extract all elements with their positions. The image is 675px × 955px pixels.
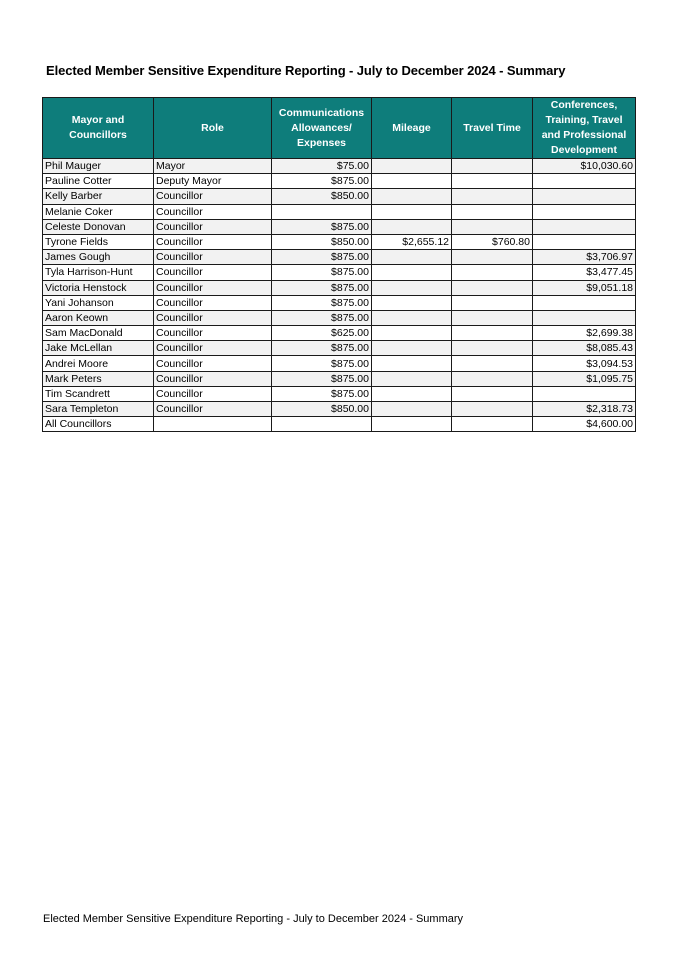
cell-role: Councillor bbox=[154, 371, 272, 386]
page-title: Elected Member Sensitive Expenditure Reporting - July to December 2024 - Summary bbox=[46, 63, 566, 78]
cell-communications: $875.00 bbox=[272, 280, 372, 295]
table-row bbox=[43, 417, 636, 432]
cell-communications: $875.00 bbox=[272, 174, 372, 189]
cell-travel-time bbox=[452, 280, 533, 295]
cell-role: Councillor bbox=[154, 326, 272, 341]
cell-role: Councillor bbox=[154, 295, 272, 310]
cell-mileage bbox=[372, 174, 452, 189]
cell-communications: $875.00 bbox=[272, 265, 372, 280]
cell-role: Councillor bbox=[154, 250, 272, 265]
cell-travel-time bbox=[452, 219, 533, 234]
table-row bbox=[43, 310, 636, 325]
cell-name: Andrei Moore bbox=[43, 356, 154, 371]
cell-mileage bbox=[372, 326, 452, 341]
cell-communications: $850.00 bbox=[272, 234, 372, 249]
cell-role: Councillor bbox=[154, 280, 272, 295]
cell-conferences: $8,085.43 bbox=[533, 341, 636, 356]
cell-mileage bbox=[372, 265, 452, 280]
cell-name: Melanie Coker bbox=[43, 204, 154, 219]
cell-communications: $850.00 bbox=[272, 402, 372, 417]
cell-conferences: $10,030.60 bbox=[533, 159, 636, 174]
cell-mileage bbox=[372, 386, 452, 401]
cell-name: Victoria Henstock bbox=[43, 280, 154, 295]
header-row bbox=[43, 98, 636, 159]
table-row bbox=[43, 341, 636, 356]
cell-name: Tyla Harrison-Hunt bbox=[43, 265, 154, 280]
cell-name: Yani Johanson bbox=[43, 295, 154, 310]
cell-conferences: $2,699.38 bbox=[533, 326, 636, 341]
cell-role: Councillor bbox=[154, 341, 272, 356]
cell-role: Councillor bbox=[154, 204, 272, 219]
cell-name: Sam MacDonald bbox=[43, 326, 154, 341]
cell-conferences: $3,094.53 bbox=[533, 356, 636, 371]
cell-role: Councillor bbox=[154, 402, 272, 417]
cell-role: Councillor bbox=[154, 189, 272, 204]
cell-mileage bbox=[372, 356, 452, 371]
table-row bbox=[43, 250, 636, 265]
table-row bbox=[43, 326, 636, 341]
cell-role: Councillor bbox=[154, 219, 272, 234]
cell-role: Councillor bbox=[154, 310, 272, 325]
table-body bbox=[43, 159, 636, 432]
cell-conferences: $2,318.73 bbox=[533, 402, 636, 417]
table-row bbox=[43, 174, 636, 189]
cell-travel-time bbox=[452, 174, 533, 189]
cell-communications bbox=[272, 417, 372, 432]
table-row bbox=[43, 234, 636, 249]
cell-mileage bbox=[372, 250, 452, 265]
cell-communications: $875.00 bbox=[272, 386, 372, 401]
column-header-name: Mayor and Councillors bbox=[43, 98, 154, 159]
cell-communications: $850.00 bbox=[272, 189, 372, 204]
table-row bbox=[43, 189, 636, 204]
cell-conferences: $3,477.45 bbox=[533, 265, 636, 280]
table-row bbox=[43, 371, 636, 386]
cell-name: Tim Scandrett bbox=[43, 386, 154, 401]
column-header-role: Role bbox=[154, 98, 272, 159]
cell-name: Tyrone Fields bbox=[43, 234, 154, 249]
cell-mileage bbox=[372, 204, 452, 219]
cell-conferences bbox=[533, 310, 636, 325]
cell-communications: $875.00 bbox=[272, 371, 372, 386]
column-header-travel-time: Travel Time bbox=[452, 98, 533, 159]
cell-name: Kelly Barber bbox=[43, 189, 154, 204]
cell-communications: $875.00 bbox=[272, 310, 372, 325]
table-row bbox=[43, 204, 636, 219]
cell-role: Councillor bbox=[154, 356, 272, 371]
cell-role: Deputy Mayor bbox=[154, 174, 272, 189]
cell-mileage bbox=[372, 219, 452, 234]
cell-travel-time bbox=[452, 326, 533, 341]
cell-travel-time bbox=[452, 310, 533, 325]
table-row bbox=[43, 402, 636, 417]
cell-conferences bbox=[533, 204, 636, 219]
cell-conferences bbox=[533, 234, 636, 249]
cell-communications bbox=[272, 204, 372, 219]
cell-name: Pauline Cotter bbox=[43, 174, 154, 189]
cell-conferences: $4,600.00 bbox=[533, 417, 636, 432]
cell-conferences: $1,095.75 bbox=[533, 371, 636, 386]
cell-communications: $875.00 bbox=[272, 341, 372, 356]
cell-name: Celeste Donovan bbox=[43, 219, 154, 234]
cell-travel-time bbox=[452, 356, 533, 371]
cell-communications: $875.00 bbox=[272, 219, 372, 234]
cell-travel-time bbox=[452, 189, 533, 204]
cell-mileage bbox=[372, 341, 452, 356]
cell-mileage bbox=[372, 159, 452, 174]
cell-mileage bbox=[372, 280, 452, 295]
cell-mileage bbox=[372, 295, 452, 310]
cell-role: Councillor bbox=[154, 265, 272, 280]
cell-role: Mayor bbox=[154, 159, 272, 174]
cell-conferences bbox=[533, 295, 636, 310]
cell-conferences bbox=[533, 386, 636, 401]
column-header-communications: Communications Allowances/ Expenses bbox=[272, 98, 372, 159]
cell-communications: $875.00 bbox=[272, 295, 372, 310]
table-row bbox=[43, 295, 636, 310]
cell-conferences bbox=[533, 219, 636, 234]
cell-mileage: $2,655.12 bbox=[372, 234, 452, 249]
cell-name: Phil Mauger bbox=[43, 159, 154, 174]
cell-name: Sara Templeton bbox=[43, 402, 154, 417]
cell-conferences: $9,051.18 bbox=[533, 280, 636, 295]
cell-travel-time bbox=[452, 265, 533, 280]
cell-travel-time: $760.80 bbox=[452, 234, 533, 249]
cell-role: Councillor bbox=[154, 234, 272, 249]
cell-travel-time bbox=[452, 204, 533, 219]
table-row bbox=[43, 159, 636, 174]
cell-name: All Councillors bbox=[43, 417, 154, 432]
table-row bbox=[43, 219, 636, 234]
cell-role bbox=[154, 417, 272, 432]
cell-name: Mark Peters bbox=[43, 371, 154, 386]
cell-travel-time bbox=[452, 295, 533, 310]
cell-conferences bbox=[533, 189, 636, 204]
cell-travel-time bbox=[452, 250, 533, 265]
table-row bbox=[43, 356, 636, 371]
cell-travel-time bbox=[452, 386, 533, 401]
table-row bbox=[43, 265, 636, 280]
cell-communications: $875.00 bbox=[272, 356, 372, 371]
page-footer: Elected Member Sensitive Expenditure Reporting - July to December 2024 - Summary bbox=[43, 913, 464, 925]
cell-name: Aaron Keown bbox=[43, 310, 154, 325]
table-row bbox=[43, 386, 636, 401]
cell-name: Jake McLellan bbox=[43, 341, 154, 356]
column-header-conferences: Conferences, Training, Travel and Professional Development bbox=[533, 98, 636, 159]
cell-travel-time bbox=[452, 371, 533, 386]
cell-communications: $875.00 bbox=[272, 250, 372, 265]
cell-communications: $75.00 bbox=[272, 159, 372, 174]
cell-travel-time bbox=[452, 417, 533, 432]
cell-mileage bbox=[372, 310, 452, 325]
cell-mileage bbox=[372, 417, 452, 432]
expenditure-table bbox=[42, 97, 636, 432]
cell-conferences: $3,706.97 bbox=[533, 250, 636, 265]
cell-name: James Gough bbox=[43, 250, 154, 265]
cell-conferences bbox=[533, 174, 636, 189]
cell-mileage bbox=[372, 402, 452, 417]
cell-travel-time bbox=[452, 402, 533, 417]
cell-communications: $625.00 bbox=[272, 326, 372, 341]
cell-travel-time bbox=[452, 341, 533, 356]
column-header-mileage: Mileage bbox=[372, 98, 452, 159]
cell-mileage bbox=[372, 371, 452, 386]
table-row bbox=[43, 280, 636, 295]
cell-role: Councillor bbox=[154, 386, 272, 401]
cell-mileage bbox=[372, 189, 452, 204]
cell-travel-time bbox=[452, 159, 533, 174]
